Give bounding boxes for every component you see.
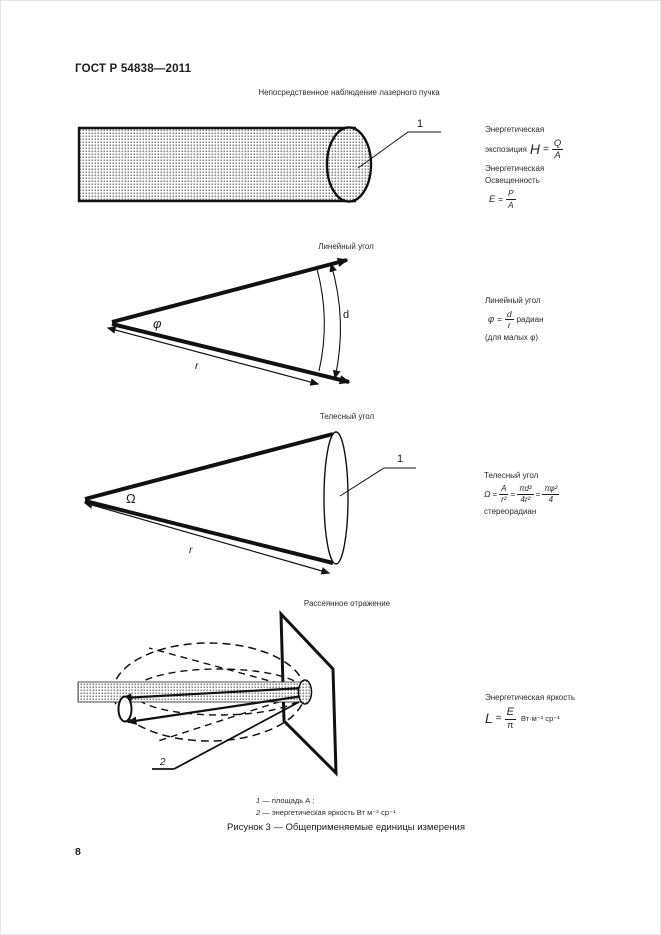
fraction [542, 485, 559, 505]
formula-symbol: H [529, 141, 541, 158]
info-line: Освещенность [485, 175, 540, 185]
diagram4-title: Рассеянное отражение [303, 599, 391, 608]
fraction-denominator: A [508, 200, 514, 211]
callout-leader-line [340, 468, 416, 496]
equals-sign: = [492, 489, 498, 499]
legend-item-1 [256, 795, 396, 807]
legend-item-text: — площадь А ; [260, 796, 315, 805]
cone-lower-edge [85, 501, 333, 563]
diagram4-info-block [485, 692, 661, 733]
equals-sign: = [498, 195, 504, 205]
callout-2-label: 2 [160, 757, 166, 768]
fraction [505, 707, 516, 732]
legend-item-number: 1 [256, 796, 261, 805]
info-note: (для малых φ) [485, 333, 538, 343]
diameter-label: d [343, 309, 350, 321]
info-line: Линейный угол [485, 296, 541, 305]
diagram3-title: Телесный угол [319, 412, 375, 421]
phi-angle-label: φ [153, 316, 162, 331]
fraction [506, 189, 516, 210]
fraction-numerator: P [508, 188, 514, 199]
info-line: Энергетическая яркость [485, 693, 576, 702]
radius-label: r [195, 360, 199, 372]
formula-symbol: L [485, 710, 493, 726]
fraction-denominator: π [507, 720, 514, 732]
fraction [505, 310, 514, 331]
fraction [499, 485, 508, 505]
diagram2-info-block [485, 295, 660, 344]
formula-symbol: E [489, 194, 496, 206]
fraction-denominator: 4 [548, 494, 554, 504]
radius-label: r [189, 544, 193, 556]
chord-arc-outer [331, 264, 340, 378]
legend-item-2 [256, 807, 396, 819]
fraction-numerator: A [499, 485, 508, 495]
observation-cone-ellipse [119, 697, 132, 722]
beam-end-ellipse [327, 128, 371, 202]
laser-beam-body [79, 128, 356, 201]
info-line: стереорадиан [484, 507, 537, 517]
beam-spot-ellipse [299, 680, 312, 704]
omega-angle-label: Ω [126, 491, 136, 506]
equals-sign: = [535, 489, 541, 499]
info-line: Телесный угол [484, 471, 539, 480]
cone-upper-edge [85, 434, 333, 499]
equals-sign: = [497, 315, 502, 325]
diffuse-reflection-diagram [71, 596, 401, 796]
fraction-numerator: d [506, 308, 512, 319]
fraction [552, 139, 563, 162]
equals-sign: = [495, 713, 502, 724]
fraction-numerator: E [505, 707, 516, 721]
radius-dimension-line [108, 328, 318, 384]
fraction-denominator: 4r² [520, 494, 531, 504]
callout-1-label: 1 [397, 453, 404, 465]
angle-lower-arm [112, 324, 349, 382]
radius-dimension-line [85, 503, 329, 573]
info-line: экспозиция [485, 145, 527, 155]
figure-legend [256, 795, 396, 819]
solid-angle-diagram [71, 401, 461, 591]
callout-1-label: 1 [417, 118, 424, 130]
fraction [517, 485, 533, 505]
fraction-numerator: Q [553, 137, 562, 149]
angle-upper-arm [112, 260, 350, 322]
fraction-denominator: r [507, 320, 511, 331]
linear-angle-diagram [81, 236, 401, 396]
equals-sign: = [510, 489, 516, 499]
diagram3-info-block [484, 470, 661, 518]
diagram1-title: Непосредственное наблюдение лазерного пучка [258, 88, 440, 97]
formula-symbol: φ [488, 314, 495, 326]
diagram1-info-block [485, 124, 660, 212]
figure-caption: Рисунок 3 — Общеприменяемые единицы измерения [227, 822, 465, 833]
formula-symbol: Ω [484, 488, 491, 499]
laser-beam-diagram [61, 111, 461, 211]
chord-arc-inner [317, 269, 324, 371]
info-line: Энергетическая [485, 125, 545, 134]
unit-label: Вт·м⁻² ср⁻¹ [520, 714, 560, 723]
legend-item-text: — энергетическая яркость Вт м⁻²·ср⁻¹ [260, 808, 396, 817]
incident-beam [78, 682, 305, 702]
cone-base-ellipse [324, 432, 348, 564]
unit-label: радиан [516, 315, 544, 325]
diagram2-title: Линейный угол [318, 242, 374, 251]
equals-sign: = [543, 144, 549, 156]
info-line: Энергетическая [485, 164, 545, 174]
standard-number-header: ГОСТ Р 54838—2011 [75, 63, 192, 75]
fraction-numerator: πd² [517, 485, 533, 495]
fraction-numerator: πφ² [542, 485, 559, 495]
fraction-denominator: r² [501, 494, 507, 504]
fraction-denominator: A [554, 150, 561, 162]
legend-item-number: 2 [256, 808, 261, 817]
page-number: 8 [75, 846, 81, 858]
